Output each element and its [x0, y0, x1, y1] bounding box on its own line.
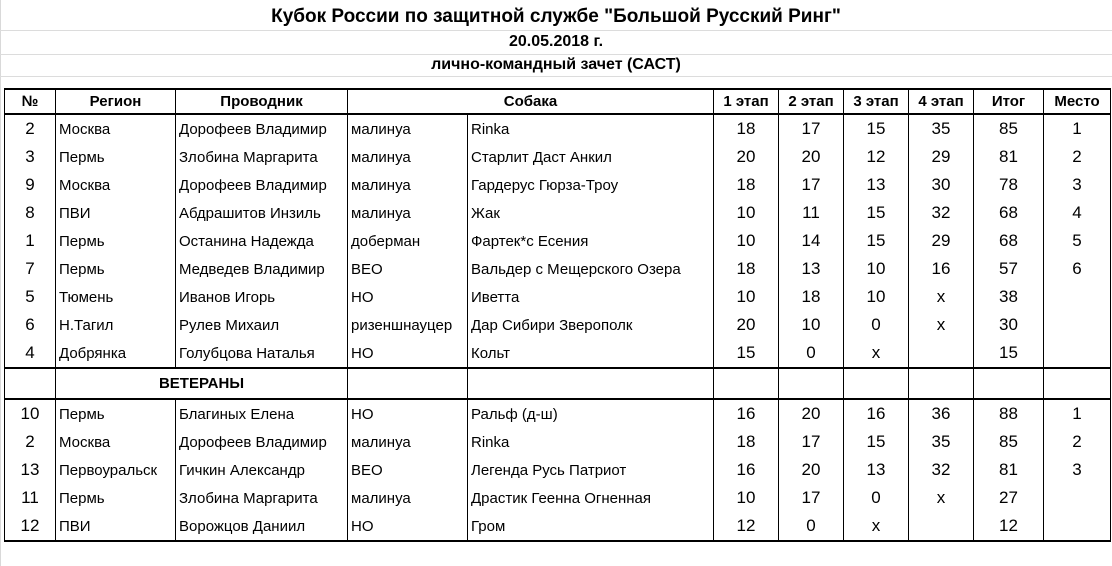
cell-stage-2[interactable]: 20	[779, 456, 844, 484]
cell-number[interactable]: 9	[5, 171, 56, 199]
cell-number[interactable]: 4	[5, 339, 56, 368]
cell-stage-3[interactable]: 15	[844, 114, 909, 143]
table-row	[5, 311, 1111, 339]
cell-total[interactable]: 85	[974, 114, 1044, 143]
cell-place[interactable]: 3	[1044, 456, 1111, 484]
cell-place[interactable]	[1044, 484, 1111, 512]
cell-breed[interactable]: малинуа	[348, 199, 468, 227]
cell-region[interactable]: Москва	[56, 428, 176, 456]
cell-dog[interactable]: Старлит Даст Анкил	[468, 143, 714, 171]
cell-stage-3[interactable]: 15	[844, 428, 909, 456]
cell-region[interactable]: Н.Тагил	[56, 311, 176, 339]
cell-stage-2[interactable]: 0	[779, 512, 844, 541]
event-date: 20.05.2018 г.	[508, 33, 604, 50]
cell-stage-1[interactable]: 18	[714, 255, 779, 283]
cell-breed[interactable]: доберман	[348, 227, 468, 255]
cell-number[interactable]: 13	[5, 456, 56, 484]
table-row	[5, 456, 1111, 484]
cell-breed[interactable]: ВЕО	[348, 255, 468, 283]
cell-stage-4[interactable]: х	[909, 283, 974, 311]
cell-total[interactable]: 57	[974, 255, 1044, 283]
page-title: Кубок России по защитной службе "Большой Русский Ринг"	[271, 6, 841, 27]
cell-place[interactable]	[1044, 283, 1111, 311]
cell-empty[interactable]	[714, 368, 779, 399]
cell-handler[interactable]: Дорофеев Владимир	[176, 171, 348, 199]
cell-number[interactable]: 7	[5, 255, 56, 283]
table-row	[5, 339, 1111, 368]
table-row	[5, 428, 1111, 456]
cell-breed[interactable]: малинуа	[348, 143, 468, 171]
cell-region[interactable]: Пермь	[56, 227, 176, 255]
cell-region[interactable]: Первоуральск	[56, 456, 176, 484]
cell-region[interactable]: Пермь	[56, 255, 176, 283]
cell-stage-2[interactable]: 10	[779, 311, 844, 339]
cell-total[interactable]: 88	[974, 399, 1044, 428]
cell-dog[interactable]: Гром	[468, 512, 714, 541]
cell-empty[interactable]	[348, 368, 468, 399]
cell-stage-2[interactable]: 11	[779, 199, 844, 227]
cell-total[interactable]: 27	[974, 484, 1044, 512]
cell-stage-2[interactable]: 20	[779, 143, 844, 171]
cell-stage-2[interactable]: 18	[779, 283, 844, 311]
cell-stage-4[interactable]: 30	[909, 171, 974, 199]
cell-dog[interactable]: Ральф (д-ш)	[468, 399, 714, 428]
cell-stage-4[interactable]: 35	[909, 114, 974, 143]
cell-stage-3[interactable]: 15	[844, 199, 909, 227]
cell-breed[interactable]: НО	[348, 512, 468, 541]
cell-stage-3[interactable]: х	[844, 339, 909, 368]
cell-stage-3[interactable]: 12	[844, 143, 909, 171]
cell-empty[interactable]	[779, 368, 844, 399]
cell-total[interactable]: 78	[974, 171, 1044, 199]
column-header[interactable]: 2 этап	[779, 89, 844, 114]
cell-region[interactable]: Москва	[56, 171, 176, 199]
cell-region[interactable]: Добрянка	[56, 339, 176, 368]
cell-stage-4[interactable]	[909, 339, 974, 368]
cell-breed[interactable]: малинуа	[348, 484, 468, 512]
cell-number[interactable]: 6	[5, 311, 56, 339]
cell-number[interactable]: 8	[5, 199, 56, 227]
cell-dog[interactable]: Драстик Геенна Огненная	[468, 484, 714, 512]
cell-handler[interactable]: Дорофеев Владимир	[176, 114, 348, 143]
cell-stage-3[interactable]: 13	[844, 171, 909, 199]
veterans-label: ВЕТЕРАНЫ	[56, 368, 348, 399]
cell-handler[interactable]: Медведев Владимир	[176, 255, 348, 283]
cell-handler[interactable]: Гичкин Александр	[176, 456, 348, 484]
cell-stage-1[interactable]: 18	[714, 114, 779, 143]
cell-total[interactable]: 30	[974, 311, 1044, 339]
cell-breed[interactable]: ризеншнауцер	[348, 311, 468, 339]
cell-region[interactable]: Москва	[56, 114, 176, 143]
cell-total[interactable]: 12	[974, 512, 1044, 541]
cell-empty[interactable]	[974, 368, 1044, 399]
cell-handler[interactable]: Рулев Михаил	[176, 311, 348, 339]
cell-number[interactable]: 5	[5, 283, 56, 311]
column-header[interactable]: 4 этап	[909, 89, 974, 114]
cell-place[interactable]: 1	[1044, 399, 1111, 428]
cell-stage-4[interactable]: 29	[909, 227, 974, 255]
cell-dog[interactable]: Гардерус Гюрза-Троу	[468, 171, 714, 199]
cell-stage-4[interactable]: 32	[909, 456, 974, 484]
cell-stage-4[interactable]: 36	[909, 399, 974, 428]
page-subtitle: лично-командный зачет (САСТ)	[431, 56, 681, 73]
cell-stage-1[interactable]: 20	[714, 311, 779, 339]
cell-dog[interactable]: Кольт	[468, 339, 714, 368]
cell-place[interactable]: 5	[1044, 227, 1111, 255]
table-row	[5, 143, 1111, 171]
cell-total[interactable]: 68	[974, 199, 1044, 227]
cell-breed[interactable]: НО	[348, 339, 468, 368]
cell-stage-4[interactable]	[909, 512, 974, 541]
column-header[interactable]: Проводник	[176, 89, 348, 114]
cell-stage-2[interactable]: 17	[779, 171, 844, 199]
cell-handler[interactable]: Останина Надежда	[176, 227, 348, 255]
cell-stage-2[interactable]: 20	[779, 399, 844, 428]
cell-stage-2[interactable]: 17	[779, 484, 844, 512]
cell-stage-3[interactable]: 10	[844, 283, 909, 311]
table-row	[5, 114, 1111, 143]
column-header[interactable]: Регион	[56, 89, 176, 114]
table-row	[5, 512, 1111, 541]
column-header[interactable]: Собака	[348, 89, 714, 114]
cell-empty[interactable]	[844, 368, 909, 399]
cell-stage-4[interactable]: 35	[909, 428, 974, 456]
cell-breed[interactable]: малинуа	[348, 428, 468, 456]
cell-dog[interactable]: Дар Сибири Зверополк	[468, 311, 714, 339]
cell-stage-1[interactable]: 10	[714, 199, 779, 227]
cell-empty[interactable]	[5, 368, 56, 399]
cell-number[interactable]: 2	[5, 114, 56, 143]
cell-empty[interactable]	[1044, 368, 1111, 399]
cell-total[interactable]: 85	[974, 428, 1044, 456]
cell-stage-1[interactable]: 18	[714, 171, 779, 199]
veterans-section-row	[5, 368, 1111, 399]
cell-place[interactable]: 2	[1044, 428, 1111, 456]
cell-total[interactable]: 81	[974, 143, 1044, 171]
cell-stage-3[interactable]: 13	[844, 456, 909, 484]
table-header-row	[5, 89, 1111, 114]
cell-place[interactable]: 4	[1044, 199, 1111, 227]
cell-stage-1[interactable]: 16	[714, 456, 779, 484]
cell-handler[interactable]: Злобина Маргарита	[176, 143, 348, 171]
cell-region[interactable]: Пермь	[56, 484, 176, 512]
cell-dog[interactable]: Жак	[468, 199, 714, 227]
cell-handler[interactable]: Ворожцов Даниил	[176, 512, 348, 541]
table-row	[5, 283, 1111, 311]
cell-stage-3[interactable]: 0	[844, 484, 909, 512]
cell-stage-4[interactable]: х	[909, 311, 974, 339]
results-table	[4, 88, 1111, 542]
cell-number[interactable]: 12	[5, 512, 56, 541]
cell-handler[interactable]: Благиных Елена	[176, 399, 348, 428]
cell-place[interactable]	[1044, 512, 1111, 541]
cell-place[interactable]	[1044, 339, 1111, 368]
cell-place[interactable]: 6	[1044, 255, 1111, 283]
cell-stage-2[interactable]: 17	[779, 114, 844, 143]
cell-number[interactable]: 3	[5, 143, 56, 171]
cell-breed[interactable]: НО	[348, 399, 468, 428]
cell-region[interactable]: ПВИ	[56, 512, 176, 541]
cell-place[interactable]: 2	[1044, 143, 1111, 171]
cell-stage-1[interactable]: 15	[714, 339, 779, 368]
cell-stage-4[interactable]: 32	[909, 199, 974, 227]
cell-stage-4[interactable]: 29	[909, 143, 974, 171]
cell-region[interactable]: ПВИ	[56, 199, 176, 227]
cell-breed[interactable]: малинуа	[348, 114, 468, 143]
cell-stage-4[interactable]: х	[909, 484, 974, 512]
cell-stage-1[interactable]: 18	[714, 428, 779, 456]
cell-total[interactable]: 15	[974, 339, 1044, 368]
cell-dog[interactable]: Rinka	[468, 114, 714, 143]
cell-total[interactable]: 81	[974, 456, 1044, 484]
column-header[interactable]: Итог	[974, 89, 1044, 114]
cell-region[interactable]: Тюмень	[56, 283, 176, 311]
cell-handler[interactable]: Иванов Игорь	[176, 283, 348, 311]
cell-place[interactable]: 1	[1044, 114, 1111, 143]
cell-number[interactable]: 2	[5, 428, 56, 456]
column-header[interactable]: №	[5, 89, 56, 114]
cell-handler[interactable]: Абдрашитов Инзиль	[176, 199, 348, 227]
cell-breed[interactable]: НО	[348, 283, 468, 311]
cell-handler[interactable]: Дорофеев Владимир	[176, 428, 348, 456]
cell-dog[interactable]: Иветта	[468, 283, 714, 311]
cell-stage-2[interactable]: 14	[779, 227, 844, 255]
cell-stage-3[interactable]: 15	[844, 227, 909, 255]
cell-stage-1[interactable]: 16	[714, 399, 779, 428]
cell-region[interactable]: Пермь	[56, 399, 176, 428]
cell-breed[interactable]: малинуа	[348, 171, 468, 199]
table-row	[5, 399, 1111, 428]
cell-stage-3[interactable]: 0	[844, 311, 909, 339]
grid-line	[0, 54, 1112, 55]
cell-total[interactable]: 68	[974, 227, 1044, 255]
table-row	[5, 255, 1111, 283]
cell-stage-1[interactable]: 12	[714, 512, 779, 541]
cell-stage-3[interactable]: 16	[844, 399, 909, 428]
cell-stage-3[interactable]: х	[844, 512, 909, 541]
cell-breed[interactable]: ВЕО	[348, 456, 468, 484]
cell-number[interactable]: 11	[5, 484, 56, 512]
cell-place[interactable]	[1044, 311, 1111, 339]
cell-stage-3[interactable]: 10	[844, 255, 909, 283]
cell-stage-2[interactable]: 17	[779, 428, 844, 456]
cell-region[interactable]: Пермь	[56, 143, 176, 171]
cell-dog[interactable]: Вальдер с Мещерского Озера	[468, 255, 714, 283]
cell-handler[interactable]: Злобина Маргарита	[176, 484, 348, 512]
cell-empty[interactable]	[909, 368, 974, 399]
cell-dog[interactable]: Легенда Русь Патриот	[468, 456, 714, 484]
cell-dog[interactable]: Rinka	[468, 428, 714, 456]
cell-stage-1[interactable]: 10	[714, 227, 779, 255]
table-row	[5, 227, 1111, 255]
cell-stage-1[interactable]: 10	[714, 484, 779, 512]
cell-empty[interactable]	[468, 368, 714, 399]
table-row	[5, 484, 1111, 512]
cell-stage-2[interactable]: 13	[779, 255, 844, 283]
cell-stage-2[interactable]: 0	[779, 339, 844, 368]
table-row	[5, 171, 1111, 199]
cell-total[interactable]: 38	[974, 283, 1044, 311]
cell-handler[interactable]: Голубцова Наталья	[176, 339, 348, 368]
cell-dog[interactable]: Фартек*с Есения	[468, 227, 714, 255]
column-header[interactable]: 1 этап	[714, 89, 779, 114]
table-row	[5, 199, 1111, 227]
cell-place[interactable]: 3	[1044, 171, 1111, 199]
cell-stage-1[interactable]: 10	[714, 283, 779, 311]
cell-number[interactable]: 1	[5, 227, 56, 255]
grid-line	[0, 76, 1112, 77]
cell-stage-1[interactable]: 20	[714, 143, 779, 171]
column-header[interactable]: Место	[1044, 89, 1111, 114]
column-header[interactable]: 3 этап	[844, 89, 909, 114]
cell-stage-4[interactable]: 16	[909, 255, 974, 283]
cell-number[interactable]: 10	[5, 399, 56, 428]
grid-line	[0, 30, 1112, 31]
